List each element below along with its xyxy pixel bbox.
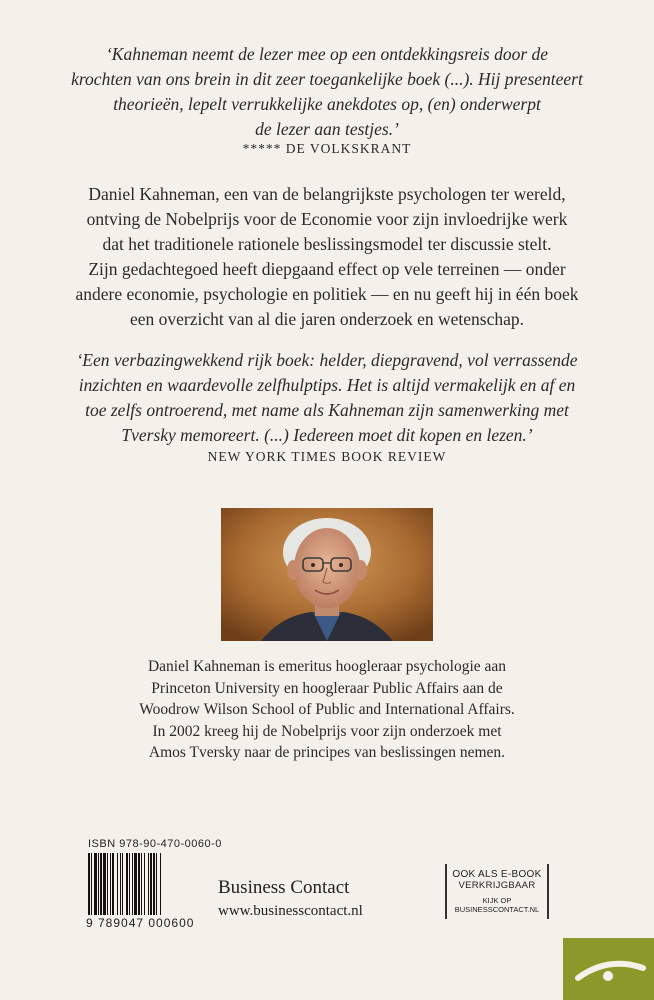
barcode-bar — [103, 853, 106, 915]
author-photo — [221, 508, 433, 641]
quote-line: inzichten en waardevolle zelfhulptips. Het is altijd vermakelijk en af en — [78, 375, 576, 395]
blurb-line: ontving de Nobelprijs voor de Economie voor zijn invloedrijke werk — [86, 209, 568, 229]
barcode-icon — [86, 853, 212, 915]
blurb-line: Daniel Kahneman, een van de belangrijkste psychologen ter wereld, — [88, 184, 566, 204]
barcode-bar — [141, 853, 142, 915]
blurb-line: andere economie, psychologie en politiek — en nu geeft hij in één boek — [75, 284, 579, 304]
quote-line: ‘Kahneman neemt de lezer mee op een ontdekkingsreis door de — [105, 44, 549, 64]
barcode-digits: 9 789047 000600 — [86, 916, 195, 930]
quote-line: toe zelfs ontroerend, met name als Kahneman zijn samenwerking met — [85, 400, 569, 420]
nyt-attribution: NEW YORK TIMES BOOK REVIEW — [207, 449, 447, 464]
book-blurb — [40, 182, 614, 332]
publisher-website: www.businesscontact.nl — [218, 903, 363, 919]
ebook-line-2: VERKRIJGBAAR — [458, 880, 536, 891]
nyt-quote — [40, 348, 614, 448]
author-bio — [60, 656, 594, 764]
bio-line: In 2002 kreeg hij de Nobelprijs voor zijn onderzoek met — [152, 722, 502, 740]
bio-line: Princeton University en hoogleraar Public Affairs aan de — [151, 679, 503, 697]
ebook-line-3: KIJK OP — [482, 896, 512, 905]
ebook-line-1: OOK ALS E-BOOK — [452, 869, 542, 880]
blurb-line: een overzicht van al die jaren onderzoek en wetenschap. — [129, 309, 525, 329]
barcode-bar — [160, 853, 161, 915]
barcode-bar — [112, 853, 114, 915]
barcode-bar — [117, 853, 118, 915]
quote-line: ‘Een verbazingwekkend rijk boek: helder, diepgravend, vol verrassende — [76, 350, 578, 370]
barcode-bar — [153, 853, 155, 915]
quote-line: Tversky memoreert. (...) Iedereen moet dit kopen en lezen.’ — [121, 425, 533, 445]
barcode-bar — [144, 853, 145, 915]
ebook-line-4: BUSINESSCONTACT.NL — [454, 905, 540, 914]
barcode-bar — [148, 853, 149, 915]
quote-line: theorieën, lepelt verrukkelijke anekdotes op, (en) onderwerpt — [113, 94, 541, 114]
barcode-bar — [107, 853, 108, 915]
barcode-bar — [132, 853, 133, 915]
barcode-bar — [94, 853, 97, 915]
barcode-bar — [110, 853, 111, 915]
barcode-bar — [100, 853, 102, 915]
barcode-bar — [150, 853, 152, 915]
barcode-bar — [91, 853, 92, 915]
barcode-bar — [98, 853, 99, 915]
quote-line: krochten van ons brein in dit zeer toegankelijke boek (...). Hij presenteert — [71, 69, 583, 89]
barcode-bar — [122, 853, 123, 915]
bio-line: Amos Tversky naar de principes van beslissingen nemen. — [148, 744, 506, 761]
blurb-line: dat het traditionele rationele beslissingsmodel ter discussie stelt. — [102, 234, 552, 254]
volkskrant-attribution: ***** DE VOLKSKRANT — [242, 141, 412, 156]
ebook-notice — [445, 864, 549, 919]
barcode-bar — [129, 853, 130, 915]
volkskrant-quote — [40, 42, 614, 142]
quote-line: de lezer aan testjes.’ — [255, 119, 399, 139]
bio-line: Woodrow Wilson School of Public and International Affairs. — [139, 701, 515, 718]
blurb-line: Zijn gedachtegoed heeft diepgaand effect op vele terreinen — onder — [88, 259, 566, 279]
lambiek-logo-icon — [563, 938, 654, 1000]
barcode-bar — [134, 853, 137, 915]
publisher-name: Business Contact — [218, 877, 350, 898]
barcode-bar — [156, 853, 157, 915]
barcode-bar — [138, 853, 140, 915]
barcode-bar — [126, 853, 128, 915]
barcode-bar — [120, 853, 121, 915]
isbn-label: ISBN 978-90-470-0060-0 — [88, 838, 222, 850]
barcode-bar — [88, 853, 90, 915]
bio-line: Daniel Kahneman is emeritus hoogleraar psychologie aan — [147, 658, 507, 675]
